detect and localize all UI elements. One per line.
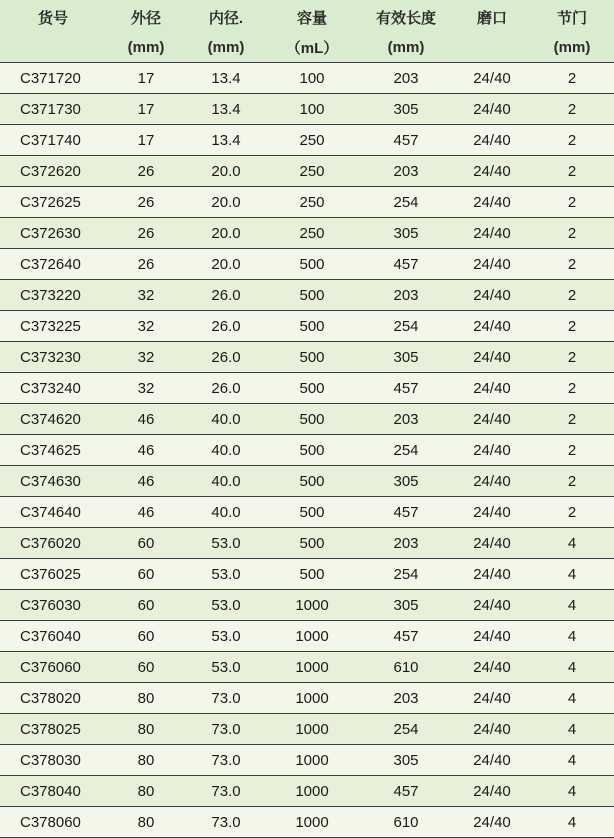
cell-ground-joint: 24/40 [454, 621, 530, 652]
cell-effective-length: 203 [358, 63, 454, 94]
cell-outer-diameter: 60 [106, 559, 186, 590]
cell-ground-joint: 24/40 [454, 63, 530, 94]
cell-ground-joint: 24/40 [454, 373, 530, 404]
cell-ground-joint: 24/40 [454, 280, 530, 311]
cell-capacity: 250 [266, 218, 358, 249]
table-row [0, 311, 614, 342]
cell-catalog-no: C372630 [0, 218, 106, 249]
cell-effective-length: 305 [358, 94, 454, 125]
cell-ground-joint: 24/40 [454, 683, 530, 714]
cell-capacity: 500 [266, 435, 358, 466]
cell-capacity: 500 [266, 528, 358, 559]
cell-stopcock: 2 [530, 156, 614, 187]
table-row [0, 249, 614, 280]
cell-capacity: 250 [266, 125, 358, 156]
cell-stopcock: 2 [530, 311, 614, 342]
cell-outer-diameter: 60 [106, 590, 186, 621]
cell-stopcock: 2 [530, 280, 614, 311]
cell-catalog-no: C372620 [0, 156, 106, 187]
table-row [0, 559, 614, 590]
table-row [0, 342, 614, 373]
cell-catalog-no: C371740 [0, 125, 106, 156]
cell-outer-diameter: 80 [106, 776, 186, 807]
header-label-row [0, 0, 614, 32]
cell-ground-joint: 24/40 [454, 249, 530, 280]
cell-outer-diameter: 17 [106, 63, 186, 94]
table-row [0, 528, 614, 559]
cell-capacity: 500 [266, 404, 358, 435]
cell-inner-diameter: 53.0 [186, 559, 266, 590]
cell-catalog-no: C378030 [0, 745, 106, 776]
cell-inner-diameter: 26.0 [186, 280, 266, 311]
cell-inner-diameter: 20.0 [186, 156, 266, 187]
cell-stopcock: 2 [530, 497, 614, 528]
cell-inner-diameter: 26.0 [186, 342, 266, 373]
cell-inner-diameter: 53.0 [186, 652, 266, 683]
cell-stopcock: 2 [530, 404, 614, 435]
cell-ground-joint: 24/40 [454, 435, 530, 466]
cell-effective-length: 203 [358, 156, 454, 187]
cell-effective-length: 457 [358, 621, 454, 652]
cell-effective-length: 305 [358, 745, 454, 776]
header-capacity-unit: （mL） [266, 32, 358, 63]
cell-effective-length: 203 [358, 683, 454, 714]
cell-stopcock: 4 [530, 590, 614, 621]
cell-ground-joint: 24/40 [454, 714, 530, 745]
cell-ground-joint: 24/40 [454, 311, 530, 342]
cell-capacity: 500 [266, 311, 358, 342]
cell-capacity: 500 [266, 342, 358, 373]
table-row [0, 435, 614, 466]
cell-inner-diameter: 73.0 [186, 807, 266, 838]
cell-stopcock: 2 [530, 218, 614, 249]
cell-capacity: 1000 [266, 652, 358, 683]
cell-ground-joint: 24/40 [454, 187, 530, 218]
cell-inner-diameter: 73.0 [186, 745, 266, 776]
table-body [0, 63, 614, 838]
cell-inner-diameter: 20.0 [186, 218, 266, 249]
cell-catalog-no: C376025 [0, 559, 106, 590]
cell-stopcock: 4 [530, 745, 614, 776]
cell-inner-diameter: 40.0 [186, 466, 266, 497]
header-unit-row [0, 32, 614, 63]
header-inner-diameter-unit: (mm) [186, 32, 266, 63]
table-row [0, 652, 614, 683]
cell-stopcock: 2 [530, 342, 614, 373]
cell-inner-diameter: 13.4 [186, 125, 266, 156]
header-stopcock-unit: (mm) [530, 32, 614, 63]
cell-catalog-no: C373240 [0, 373, 106, 404]
cell-catalog-no: C373220 [0, 280, 106, 311]
cell-effective-length: 305 [358, 218, 454, 249]
table-row [0, 373, 614, 404]
cell-catalog-no: C376030 [0, 590, 106, 621]
cell-inner-diameter: 20.0 [186, 249, 266, 280]
table-row [0, 807, 614, 838]
cell-ground-joint: 24/40 [454, 404, 530, 435]
header-capacity: 容量 [296, 9, 327, 27]
table-row [0, 621, 614, 652]
cell-catalog-no: C378025 [0, 714, 106, 745]
header-stopcock: 节门 [556, 9, 587, 27]
cell-ground-joint: 24/40 [454, 125, 530, 156]
table-row [0, 125, 614, 156]
cell-ground-joint: 24/40 [454, 466, 530, 497]
cell-stopcock: 4 [530, 621, 614, 652]
cell-outer-diameter: 80 [106, 807, 186, 838]
cell-outer-diameter: 46 [106, 466, 186, 497]
cell-ground-joint: 24/40 [454, 497, 530, 528]
cell-outer-diameter: 80 [106, 683, 186, 714]
cell-effective-length: 610 [358, 807, 454, 838]
cell-stopcock: 2 [530, 94, 614, 125]
cell-stopcock: 2 [530, 373, 614, 404]
cell-stopcock: 2 [530, 249, 614, 280]
cell-outer-diameter: 26 [106, 249, 186, 280]
cell-inner-diameter: 40.0 [186, 497, 266, 528]
cell-outer-diameter: 17 [106, 94, 186, 125]
cell-catalog-no: C378040 [0, 776, 106, 807]
cell-outer-diameter: 32 [106, 280, 186, 311]
cell-catalog-no: C376040 [0, 621, 106, 652]
cell-capacity: 500 [266, 249, 358, 280]
cell-effective-length: 254 [358, 714, 454, 745]
table-row [0, 404, 614, 435]
cell-stopcock: 4 [530, 559, 614, 590]
table-row [0, 187, 614, 218]
table-row [0, 683, 614, 714]
cell-capacity: 1000 [266, 714, 358, 745]
table-header [0, 0, 614, 63]
header-ground-joint-unit [454, 32, 530, 63]
cell-stopcock: 4 [530, 683, 614, 714]
cell-effective-length: 305 [358, 342, 454, 373]
cell-effective-length: 305 [358, 590, 454, 621]
cell-outer-diameter: 32 [106, 311, 186, 342]
cell-catalog-no: C378060 [0, 807, 106, 838]
cell-outer-diameter: 80 [106, 745, 186, 776]
cell-capacity: 500 [266, 280, 358, 311]
header-catalog-no-unit [0, 32, 106, 63]
cell-capacity: 1000 [266, 807, 358, 838]
cell-stopcock: 2 [530, 63, 614, 94]
cell-catalog-no: C371720 [0, 63, 106, 94]
cell-outer-diameter: 46 [106, 497, 186, 528]
cell-inner-diameter: 53.0 [186, 621, 266, 652]
cell-inner-diameter: 13.4 [186, 63, 266, 94]
cell-catalog-no: C376020 [0, 528, 106, 559]
cell-capacity: 250 [266, 156, 358, 187]
cell-effective-length: 457 [358, 249, 454, 280]
header-inner-diameter: 内径. [208, 9, 244, 27]
cell-capacity: 1000 [266, 683, 358, 714]
cell-stopcock: 2 [530, 125, 614, 156]
cell-catalog-no: C374640 [0, 497, 106, 528]
cell-capacity: 250 [266, 187, 358, 218]
table-row [0, 156, 614, 187]
cell-ground-joint: 24/40 [454, 559, 530, 590]
table-row [0, 94, 614, 125]
cell-ground-joint: 24/40 [454, 342, 530, 373]
cell-catalog-no: C373225 [0, 311, 106, 342]
header-ground-joint: 磨口 [476, 9, 507, 27]
cell-outer-diameter: 32 [106, 373, 186, 404]
cell-inner-diameter: 40.0 [186, 404, 266, 435]
table-row [0, 497, 614, 528]
cell-effective-length: 305 [358, 466, 454, 497]
cell-stopcock: 4 [530, 528, 614, 559]
cell-stopcock: 4 [530, 807, 614, 838]
cell-catalog-no: C376060 [0, 652, 106, 683]
cell-capacity: 500 [266, 373, 358, 404]
table-row [0, 590, 614, 621]
cell-capacity: 500 [266, 497, 358, 528]
cell-stopcock: 4 [530, 714, 614, 745]
cell-capacity: 100 [266, 63, 358, 94]
cell-capacity: 1000 [266, 621, 358, 652]
cell-stopcock: 4 [530, 776, 614, 807]
header-catalog-no: 货号 [38, 9, 69, 27]
cell-effective-length: 457 [358, 373, 454, 404]
header-effective-length-unit: (mm) [358, 32, 454, 63]
cell-effective-length: 457 [358, 497, 454, 528]
cell-inner-diameter: 53.0 [186, 590, 266, 621]
table-row [0, 280, 614, 311]
cell-capacity: 1000 [266, 745, 358, 776]
cell-effective-length: 457 [358, 125, 454, 156]
cell-stopcock: 2 [530, 435, 614, 466]
header-effective-length: 有效长度 [375, 9, 436, 27]
cell-inner-diameter: 40.0 [186, 435, 266, 466]
cell-catalog-no: C374630 [0, 466, 106, 497]
cell-inner-diameter: 53.0 [186, 528, 266, 559]
cell-outer-diameter: 32 [106, 342, 186, 373]
cell-outer-diameter: 60 [106, 621, 186, 652]
cell-capacity: 500 [266, 559, 358, 590]
cell-catalog-no: C378020 [0, 683, 106, 714]
cell-capacity: 1000 [266, 590, 358, 621]
cell-inner-diameter: 73.0 [186, 776, 266, 807]
cell-catalog-no: C374620 [0, 404, 106, 435]
cell-outer-diameter: 26 [106, 187, 186, 218]
cell-effective-length: 254 [358, 435, 454, 466]
cell-outer-diameter: 26 [106, 156, 186, 187]
cell-effective-length: 254 [358, 187, 454, 218]
cell-inner-diameter: 73.0 [186, 683, 266, 714]
header-outer-diameter-unit: (mm) [106, 32, 186, 63]
cell-effective-length: 457 [358, 776, 454, 807]
cell-stopcock: 4 [530, 652, 614, 683]
cell-catalog-no: C372625 [0, 187, 106, 218]
cell-ground-joint: 24/40 [454, 528, 530, 559]
cell-inner-diameter: 26.0 [186, 311, 266, 342]
cell-effective-length: 203 [358, 528, 454, 559]
cell-capacity: 500 [266, 466, 358, 497]
cell-capacity: 100 [266, 94, 358, 125]
cell-catalog-no: C371730 [0, 94, 106, 125]
cell-outer-diameter: 60 [106, 652, 186, 683]
cell-effective-length: 610 [358, 652, 454, 683]
cell-outer-diameter: 60 [106, 528, 186, 559]
cell-ground-joint: 24/40 [454, 156, 530, 187]
cell-ground-joint: 24/40 [454, 652, 530, 683]
cell-ground-joint: 24/40 [454, 776, 530, 807]
cell-effective-length: 203 [358, 404, 454, 435]
cell-ground-joint: 24/40 [454, 745, 530, 776]
table-row [0, 218, 614, 249]
header-outer-diameter: 外径 [130, 9, 161, 27]
cell-inner-diameter: 20.0 [186, 187, 266, 218]
cell-outer-diameter: 26 [106, 218, 186, 249]
cell-ground-joint: 24/40 [454, 590, 530, 621]
cell-effective-length: 254 [358, 311, 454, 342]
cell-outer-diameter: 80 [106, 714, 186, 745]
cell-effective-length: 203 [358, 280, 454, 311]
cell-catalog-no: C373230 [0, 342, 106, 373]
table-row [0, 714, 614, 745]
cell-ground-joint: 24/40 [454, 218, 530, 249]
cell-ground-joint: 24/40 [454, 807, 530, 838]
cell-outer-diameter: 17 [106, 125, 186, 156]
cell-stopcock: 2 [530, 466, 614, 497]
table-row [0, 745, 614, 776]
cell-outer-diameter: 46 [106, 404, 186, 435]
cell-effective-length: 254 [358, 559, 454, 590]
cell-capacity: 1000 [266, 776, 358, 807]
cell-catalog-no: C374625 [0, 435, 106, 466]
table-row [0, 466, 614, 497]
cell-catalog-no: C372640 [0, 249, 106, 280]
cell-inner-diameter: 26.0 [186, 373, 266, 404]
cell-inner-diameter: 73.0 [186, 714, 266, 745]
cell-ground-joint: 24/40 [454, 94, 530, 125]
cell-inner-diameter: 13.4 [186, 94, 266, 125]
table-row [0, 776, 614, 807]
cell-outer-diameter: 46 [106, 435, 186, 466]
table-row [0, 63, 614, 94]
cell-stopcock: 2 [530, 187, 614, 218]
